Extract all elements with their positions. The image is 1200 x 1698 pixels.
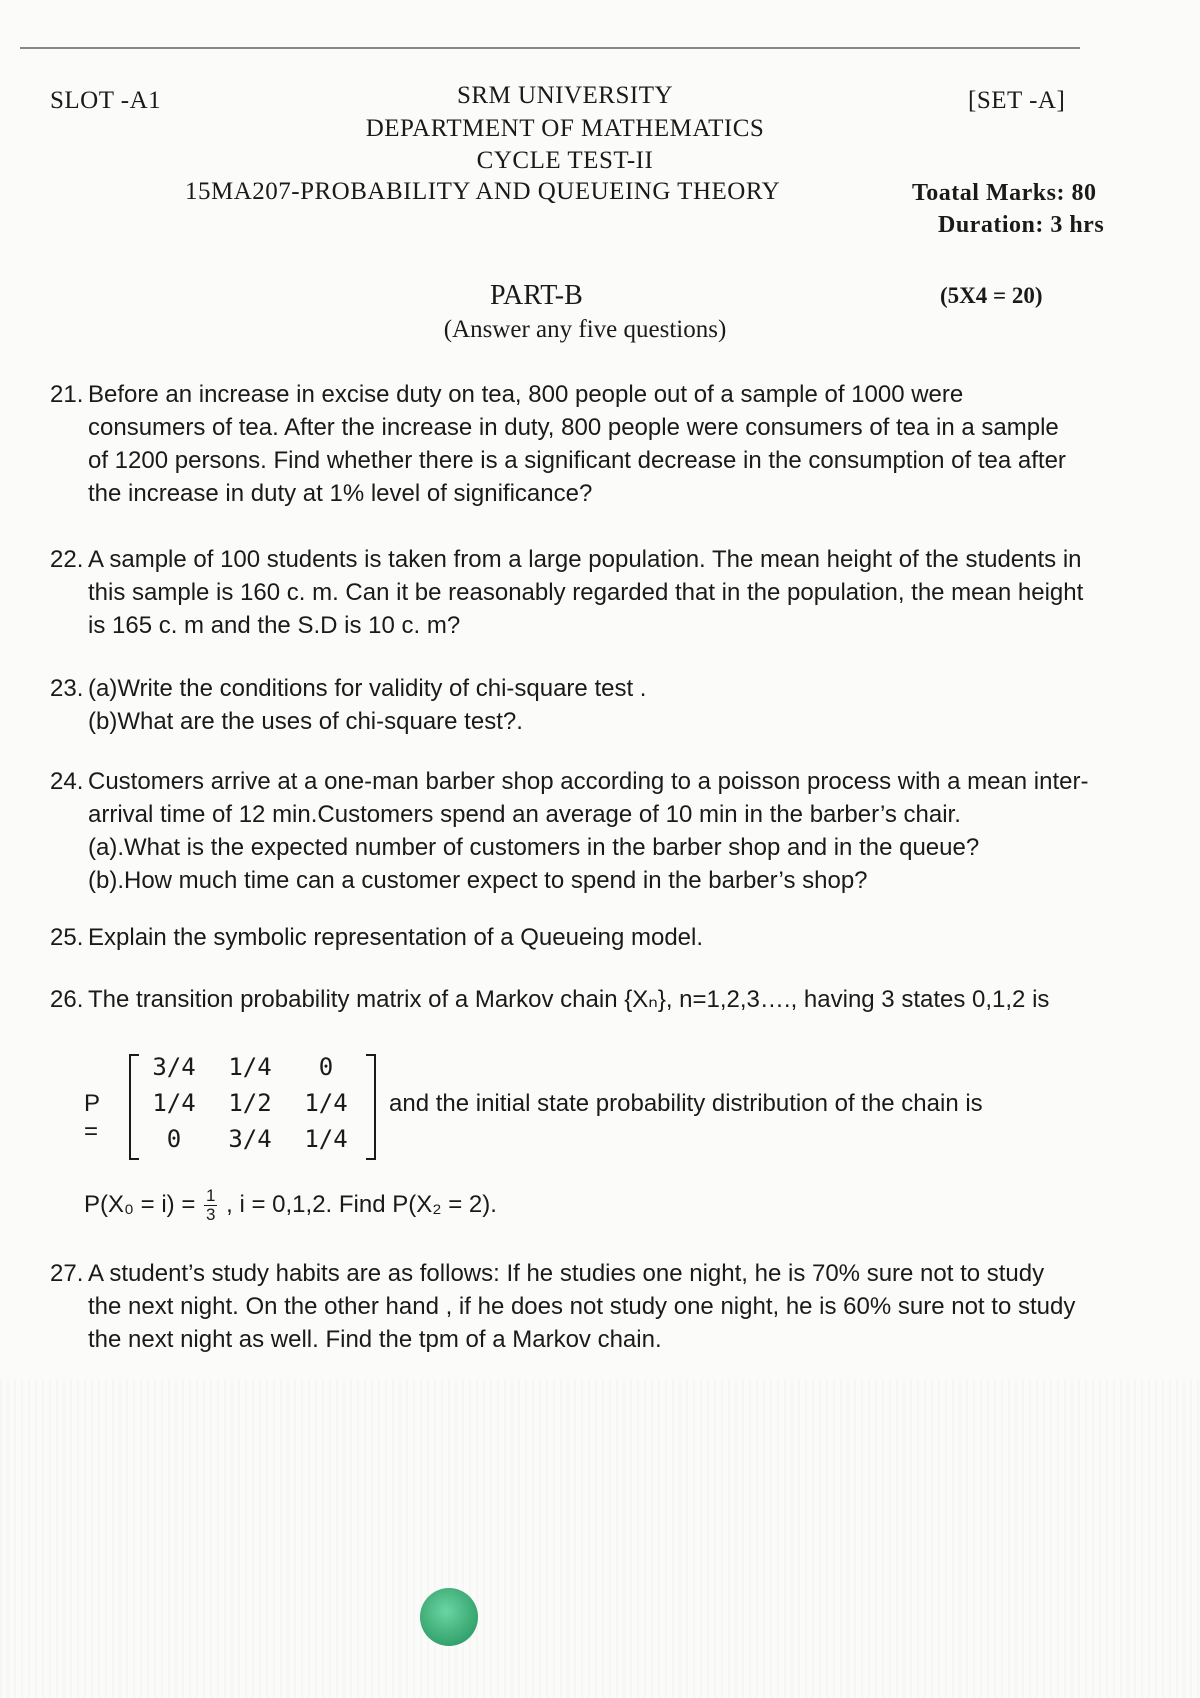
question-line: arrival time of 12 min.Customers spend an average of 10 min in the barber’s chair. xyxy=(88,801,961,828)
question-number: 25. xyxy=(50,924,84,951)
question-line: (a)Write the conditions for validity of chi-square test . xyxy=(88,675,647,702)
matrix-cell: 0 xyxy=(318,1053,334,1081)
matrix-cell: 1/4 xyxy=(304,1125,348,1153)
question-21 xyxy=(50,378,1120,510)
slot-label: SLOT -A1 xyxy=(50,87,162,114)
question-line: Customers arrive at a one-man barber shop according to a poisson process with a mean inter- xyxy=(88,768,1089,795)
matrix-grid xyxy=(136,1050,364,1156)
green-stamp-icon xyxy=(420,1588,478,1646)
question-25 xyxy=(50,921,1120,954)
question-line: this sample is 160 c. m. Can it be reasonably regarded that in the population, the mean height xyxy=(88,579,1084,606)
fraction-denominator: 3 xyxy=(206,1205,216,1224)
question-line: Explain the symbolic representation of a Queueing model. xyxy=(88,924,704,951)
matrix-cell: 1/2 xyxy=(228,1089,272,1117)
question-number: 26. xyxy=(50,986,84,1013)
part-instruction: (Answer any five questions) xyxy=(443,316,727,343)
question-number: 22. xyxy=(50,546,84,573)
question-27 xyxy=(50,1257,1120,1356)
question-26 xyxy=(50,983,1120,1016)
initial-rhs: , i = 0,1,2. Find P(X₂ = 2). xyxy=(226,1190,497,1218)
scan-noise xyxy=(0,1380,1200,1698)
matrix-cell: 1/4 xyxy=(304,1089,348,1117)
question-line: A sample of 100 students is taken from a large population. The mean height of the students in xyxy=(88,546,1082,573)
university-name: SRM UNIVERSITY xyxy=(456,82,674,109)
fraction xyxy=(204,1187,217,1224)
question-line: the increase in duty at 1% level of significance? xyxy=(88,480,593,507)
question-line: A student’s study habits are as follows: If he studies one night, he is 70% sure not to study xyxy=(88,1260,1045,1287)
matrix-label: P = xyxy=(84,1090,100,1145)
fraction-numerator: 1 xyxy=(206,1186,216,1205)
question-22 xyxy=(50,543,1120,642)
matrix-cell: 1/4 xyxy=(152,1089,196,1117)
question-line: (b).How much time can a customer expect to spend in the barber’s shop? xyxy=(88,867,868,894)
matrix-cell: 0 xyxy=(166,1125,182,1153)
question-line: is 165 c. m and the S.D is 10 c. m? xyxy=(88,612,461,639)
matrix-cell: 3/4 xyxy=(152,1053,196,1081)
question-line: the next night as well. Find the tpm of a Markov chain. xyxy=(88,1326,662,1353)
question-number: 27. xyxy=(50,1260,84,1287)
course-title: 15MA207-PROBABILITY AND QUEUEING THEORY xyxy=(185,178,781,205)
initial-distribution xyxy=(84,1187,497,1224)
question-line: (b)What are the uses of chi-square test?. xyxy=(88,708,523,735)
question-line: consumers of tea. After the increase in duty, 800 people were consumers of tea in a sample xyxy=(88,414,1059,441)
duration: Duration: 3 hrs xyxy=(938,212,1105,238)
total-marks: Toatal Marks: 80 xyxy=(912,180,1097,206)
department-name: DEPARTMENT OF MATHEMATICS xyxy=(365,115,765,142)
question-24 xyxy=(50,765,1120,897)
part-title: PART-B xyxy=(490,280,583,311)
initial-lhs: P(X₀ = i) = xyxy=(84,1190,196,1218)
question-line: The transition probability matrix of a Markov chain {Xₙ}, n=1,2,3…., having 3 states 0,1,2 is xyxy=(88,986,1050,1013)
question-line: (a).What is the expected number of customers in the barber shop and in the queue? xyxy=(88,834,980,861)
matrix-cell: 1/4 xyxy=(228,1053,272,1081)
set-label: [SET -A] xyxy=(968,87,1066,114)
question-number: 24. xyxy=(50,768,84,795)
question-line: the next night. On the other hand , if he does not study one night, he is 60% sure not to study xyxy=(88,1293,1076,1320)
matrix-trailing-text: and the initial state probability distribution of the chain is xyxy=(389,1090,983,1117)
test-name: CYCLE TEST-II xyxy=(476,147,654,174)
question-line: of 1200 persons. Find whether there is a significant decrease in the consumption of tea after xyxy=(88,447,1066,474)
part-marks: (5X4 = 20) xyxy=(940,283,1043,308)
matrix-right-bracket xyxy=(366,1054,376,1160)
question-line: Before an increase in excise duty on tea, 800 people out of a sample of 1000 were xyxy=(88,381,964,408)
top-rule xyxy=(20,47,1080,49)
question-number: 23. xyxy=(50,675,84,702)
matrix-cell: 3/4 xyxy=(228,1125,272,1153)
question-23 xyxy=(50,672,1120,738)
question-number: 21. xyxy=(50,381,84,408)
